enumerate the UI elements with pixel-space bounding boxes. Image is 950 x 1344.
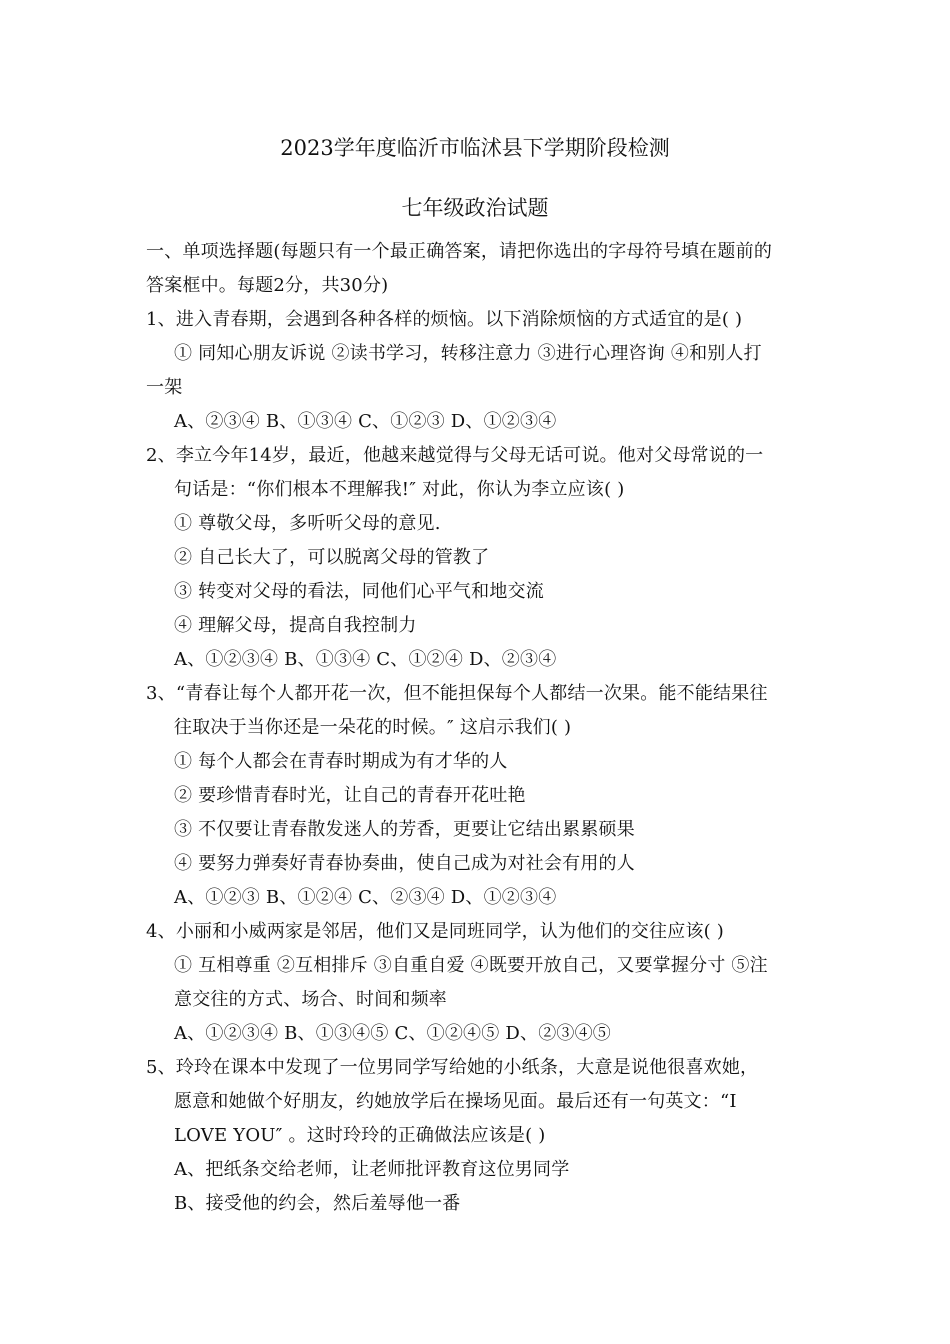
question-3-item-3: ③ 不仅要让青春散发迷人的芳香，更要让它结出累累硕果 xyxy=(174,819,635,840)
question-3-choices: A、①②③ B、①②④ C、②③④ D、①②③④ xyxy=(174,887,557,908)
section-heading-line-1: 一、单项选择题(每题只有一个最正确答案，请把你选出的字母符号填在题前的 xyxy=(146,241,773,262)
question-4-choices: A、①②③④ B、①③④⑤ C、①②④⑤ D、②③④⑤ xyxy=(174,1023,611,1044)
question-2-item-3: ③ 转变对父母的看法，同他们心平气和地交流 xyxy=(174,581,544,602)
question-3-stem-line-1: 3、“青春让每个人都开花一次，但不能担保每个人都结一次果。能不能结果往 xyxy=(146,683,768,704)
section-heading-line-2: 答案框中。每题2分，共30分) xyxy=(146,275,389,296)
exam-subtitle: 七年级政治试题 xyxy=(401,196,549,220)
question-4-stem: 4、小丽和小威两家是邻居，他们又是同班同学，认为他们的交往应该( ) xyxy=(146,921,725,942)
exam-title: 2023学年度临沂市临沭县下学期阶段检测 xyxy=(280,136,670,160)
question-2-item-1: ① 尊敬父母，多听听父母的意见. xyxy=(174,513,441,534)
question-1-items-line-1: ① 同知心朋友诉说 ②读书学习，转移注意力 ③进行心理咨询 ④和别人打 xyxy=(174,343,762,364)
question-1-choices: A、②③④ B、①③④ C、①②③ D、①②③④ xyxy=(174,411,557,432)
question-4-items-line-2: 意交往的方式、场合、时间和频率 xyxy=(174,989,447,1010)
question-2-choices: A、①②③④ B、①③④ C、①②④ D、②③④ xyxy=(174,649,557,670)
question-5-option-a: A、把纸条交给老师，让老师批评教育这位男同学 xyxy=(174,1159,570,1180)
question-5-stem-line-2: 愿意和她做个好朋友，约她放学后在操场见面。最后还有一句英文：“I xyxy=(174,1091,737,1112)
question-5-stem-line-1: 5、玲玲在课本中发现了一位男同学写给她的小纸条，大意是说他很喜欢她， xyxy=(146,1057,759,1078)
question-3-item-1: ① 每个人都会在青春时期成为有才华的人 xyxy=(174,751,508,772)
question-2-item-2: ② 自己长大了，可以脱离父母的管教了 xyxy=(174,547,490,568)
question-2-item-4: ④ 理解父母，提高自我控制力 xyxy=(174,615,417,636)
question-3-item-4: ④ 要努力弹奏好青春协奏曲，使自己成为对社会有用的人 xyxy=(174,853,635,874)
question-5-option-b: B、接受他的约会，然后羞辱他一番 xyxy=(174,1193,461,1214)
question-1-items-line-2: 一架 xyxy=(146,377,183,398)
question-2-stem-line-1: 2、李立今年14岁，最近，他越来越觉得与父母无话可说。他对父母常说的一 xyxy=(146,445,764,466)
question-1-stem: 1、进入青春期，会遇到各种各样的烦恼。以下消除烦恼的方式适宜的是( ) xyxy=(146,309,743,330)
question-3-item-2: ② 要珍惜青春时光，让自己的青春开花吐艳 xyxy=(174,785,526,806)
question-3-stem-line-2: 往取决于当你还是一朵花的时候。″ 这启示我们( ) xyxy=(174,717,572,738)
question-4-items-line-1: ① 互相尊重 ②互相排斥 ③自重自爱 ④既要开放自己，又要掌握分寸 ⑤注 xyxy=(174,955,768,976)
question-5-stem-line-3: LOVE YOU″ 。这时玲玲的正确做法应该是( ) xyxy=(174,1125,546,1146)
question-2-stem-line-2: 句话是：“你们根本不理解我!″ 对此，你认为李立应该( ) xyxy=(174,479,625,500)
